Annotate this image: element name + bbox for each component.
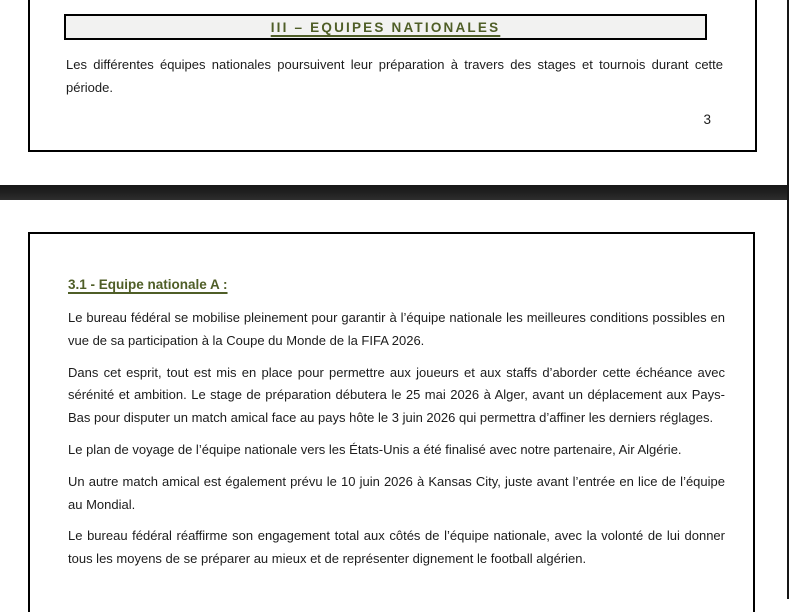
pdf-page-lower (0, 200, 789, 599)
page-body (68, 274, 725, 580)
body-paragraph: Dans cet esprit, tout est mis en place pour permettre aux joueurs et aux staffs d’aborder cette échéance avec sérénité et ambition. Le stage de préparation débutera le 25 mai 2026 à Alger, avant un déplacement aux Pays-Bas pour disputer un match amical face au pays hôte le 3 juin 2026 qui permettra d’affiner les derniers réglages. (68, 364, 725, 426)
body-paragraph: Un autre match amical est également prévu le 10 juin 2026 à Kansas City, juste avant l’entrée en lice de l’équipe au Mondial. (68, 473, 725, 512)
page-number: 3 (703, 112, 711, 127)
body-paragraph: Le bureau fédéral se mobilise pleinement pour garantir à l’équipe nationale les meilleures conditions possibles en vue de sa participation à la Coupe du Monde de la FIFA 2026. (68, 310, 725, 348)
page-content-frame-upper (28, 0, 757, 152)
body-paragraph: Le bureau fédéral réaffirme son engagement total aux côtés de l’équipe nationale, avec la volonté de lui donner tous les moyens de se préparer au mieux et de représenter dignement le football algérien. (68, 528, 725, 567)
intro-paragraph: Les différentes équipes nationales poursuivent leur préparation à travers des stages et tournois durant cette période. (66, 57, 723, 95)
subsection-heading: 3.1 - Equipe nationale A : (68, 277, 228, 292)
body-paragraph: Le plan de voyage de l’équipe nationale vers les États-Unis a été finalisé avec notre partenaire, Air Algérie. (68, 441, 682, 457)
section-title: III – EQUIPES NATIONALES (270, 19, 501, 35)
page-separator-band (0, 185, 789, 200)
page-content-frame-lower (28, 232, 755, 612)
section-title-box (64, 14, 707, 40)
pdf-page-upper (0, 0, 789, 185)
